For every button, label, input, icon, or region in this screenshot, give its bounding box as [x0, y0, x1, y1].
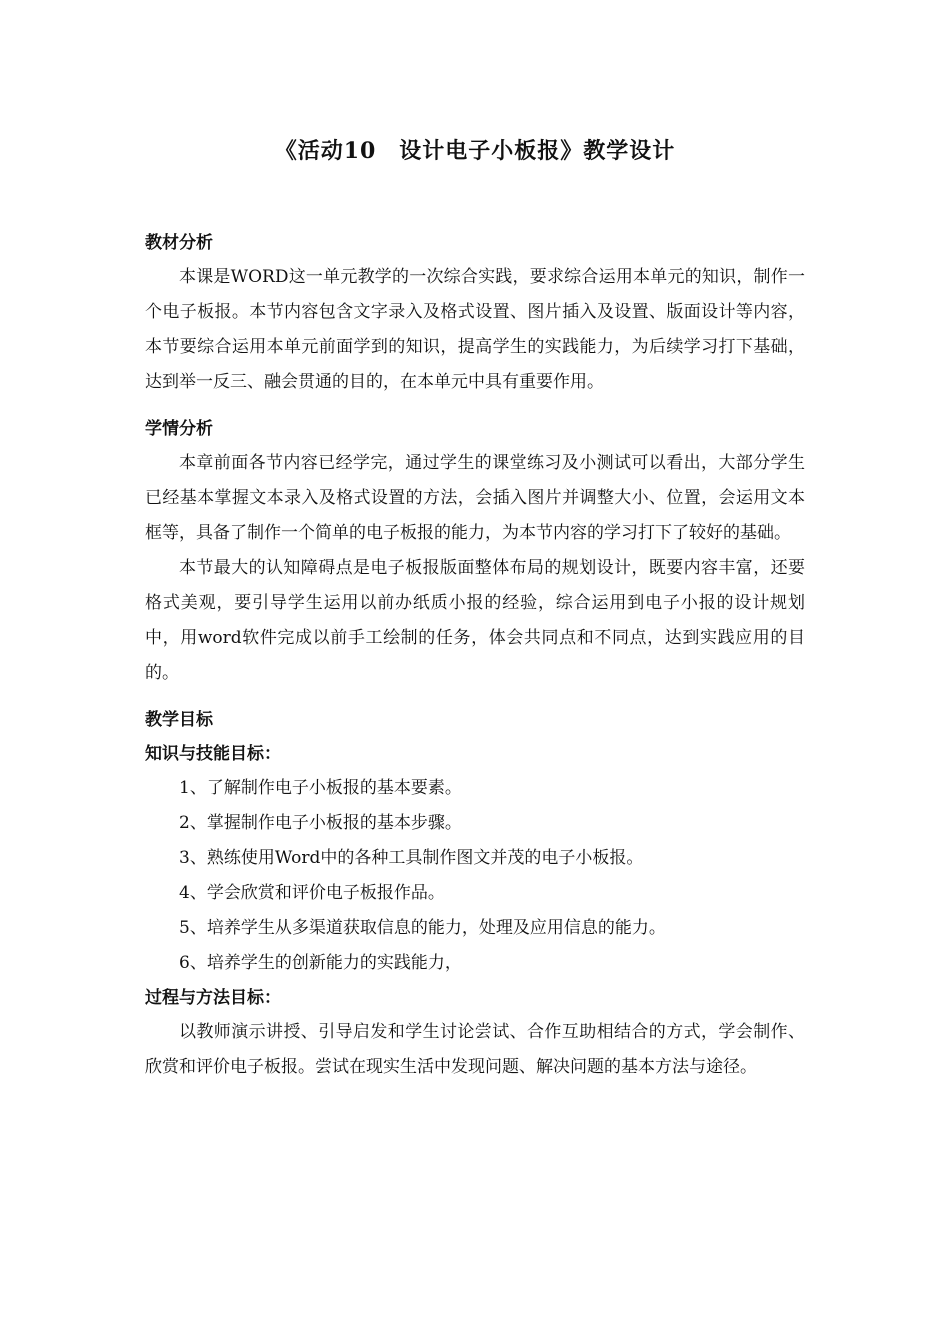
process-paragraph: 以教师演示讲授、引导启发和学生讨论尝试、合作互助相结合的方式，学会制作、欣赏和评价电子板报。尝试在现实生活中发现问题、解决问题的基本方法与途径。: [145, 1022, 805, 1077]
students-paragraph-1: 本章前面各节内容已经学完，通过学生的课堂练习及小测试可以看出，大部分学生已经基本掌握文本录入及格式设置的方法，会插入图片并调整大小、位置，会运用文本框等，具备了制作一个简单的电子板报的能力，为本节内容的学习打下了较好的基础。: [145, 453, 805, 543]
list-item: 6、培养学生的创新能力的实践能力，: [179, 953, 462, 973]
list-item: 4、学会欣赏和评价电子板报作品。: [179, 883, 445, 903]
section-heading-goals: 教学目标: [145, 710, 213, 730]
process-methods-heading: 过程与方法目标：: [145, 988, 281, 1008]
document-body: [145, 226, 805, 1085]
section-heading-material: 教材分析: [145, 233, 213, 253]
list-item: 1、了解制作电子小板报的基本要素。: [179, 778, 462, 798]
knowledge-skills-heading: 知识与技能目标：: [145, 744, 281, 764]
list-item: 2、掌握制作电子小板报的基本步骤。: [179, 813, 462, 833]
material-paragraph: 本课是WORD这一单元教学的一次综合实践，要求综合运用本单元的知识，制作一个电子板报。本节内容包含文字录入及格式设置、图片插入及设置、版面设计等内容，本节要综合运用本单元前面学到的知识，提高学生的实践能力，为后续学习打下基础，达到举一反三、融会贯通的目的，在本单元中具有重要作用。: [145, 267, 805, 392]
list-item: 3、熟练使用Word中的各种工具制作图文并茂的电子小板报。: [179, 848, 644, 868]
list-item: 5、培养学生从多渠道获取信息的能力，处理及应用信息的能力。: [179, 918, 666, 938]
students-paragraph-2: 本节最大的认知障碍点是电子板报版面整体布局的规划设计，既要内容丰富，还要格式美观，要引导学生运用以前办纸质小报的经验，综合运用到电子小报的设计规划中，用word软件完成以前手工绘制的任务，体会共同点和不同点，达到实践应用的目的。: [145, 558, 805, 683]
document-title: 《活动10 设计电子小板报》教学设计: [274, 138, 676, 164]
section-heading-students: 学情分析: [145, 419, 213, 439]
